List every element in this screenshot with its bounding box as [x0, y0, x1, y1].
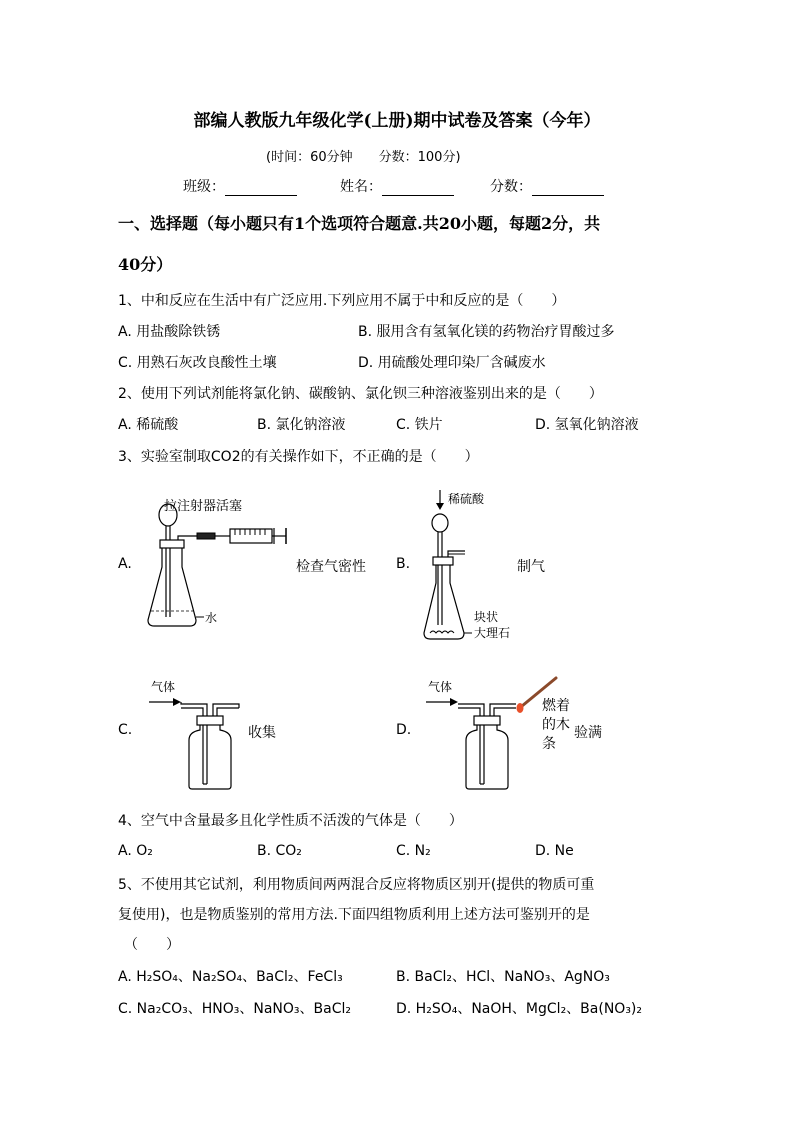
section-heading-1: 一、选择题（每小题只有1个选项符合题意.共20小题，每题2分，共: [118, 214, 601, 233]
q3-option-d-letter[interactable]: D.: [396, 722, 412, 738]
arrow-down-icon: [436, 503, 444, 510]
score-field: [490, 176, 604, 196]
q5-stem-1: 5、不使用其它试剂，利用物质间两两混合反应将物质区别开(提供的物质可重: [118, 877, 595, 893]
q3-option-b-letter[interactable]: B.: [396, 556, 411, 572]
q5-option-c[interactable]: C. Na₂CO₃、HNO₃、NaNO₃、BaCl₂: [118, 1001, 351, 1017]
q1-stem: 1、中和反应在生活中有广泛应用.下列应用不属于中和反应的是（ ）: [118, 293, 566, 309]
conical-flask-icon: [148, 548, 196, 626]
class-label: 班级：: [183, 179, 225, 195]
acid-label: 稀硫酸: [448, 492, 485, 506]
q3-option-d-label: 验满: [574, 725, 602, 741]
q3-option-a-letter[interactable]: A.: [118, 556, 132, 572]
exam-meta: [266, 146, 461, 165]
stone-label-2: 大理石: [474, 626, 511, 640]
q4-option-d[interactable]: D. Ne: [535, 843, 574, 859]
marble-icon: [430, 631, 454, 633]
stopper-icon: [197, 716, 223, 725]
score-label: 分数：100分): [378, 150, 461, 165]
stone-label-1: 块状: [474, 610, 499, 624]
arrow-right-icon: [173, 698, 181, 706]
q5-option-d[interactable]: D. H₂SO₄、NaOH、MgCl₂、Ba(NO₃)₂: [396, 1001, 643, 1017]
q5-stem-2: 复使用)，也是物质鉴别的常用方法.下面四组物质利用上述方法可鉴别开的是: [118, 907, 590, 923]
time-label: (时间：60分钟: [266, 150, 353, 165]
conical-flask-icon: [424, 565, 464, 639]
q5-option-a[interactable]: A. H₂SO₄、Na₂SO₄、BaCl₂、FeCl₃: [118, 969, 343, 985]
syringe-label: 拉注射器活塞: [164, 499, 243, 514]
q2-stem: 2、使用下列试剂能将氯化钠、碳酸钠、氯化钡三种溶液鉴别出来的是（ ）: [118, 386, 603, 402]
gas-bottle-icon: [466, 725, 508, 789]
q5-stem-3: （ ）: [124, 937, 180, 953]
gas-bottle-icon: [189, 725, 231, 789]
stick-label-3: 条: [542, 736, 556, 752]
q2-option-c[interactable]: C. 铁片: [396, 417, 443, 433]
q3-option-c-label: 收集: [248, 725, 276, 741]
q2-option-b[interactable]: B. 氯化钠溶液: [257, 417, 346, 433]
section-heading-2: 40分）: [118, 255, 173, 274]
class-blank[interactable]: [225, 181, 297, 196]
q4-option-b[interactable]: B. CO₂: [257, 843, 302, 859]
syringe-icon: [230, 529, 272, 543]
q4-option-c[interactable]: C. N₂: [396, 843, 431, 859]
rubber-tube-icon: [197, 533, 215, 539]
q2-option-d[interactable]: D. 氢氧化钠溶液: [535, 417, 639, 433]
stopper-icon: [474, 716, 500, 725]
name-label: 姓名：: [340, 179, 382, 195]
q3-stem: 3、实验室制取CO2的有关操作如下，不正确的是（ ）: [118, 449, 479, 465]
q3-option-c-letter[interactable]: C.: [118, 722, 133, 738]
q3-diagram-d: [424, 676, 570, 794]
points-blank[interactable]: [532, 181, 604, 196]
funnel-bulb-icon: [432, 514, 448, 532]
q5-option-b[interactable]: B. BaCl₂、HCl、NaNO₃、AgNO₃: [396, 969, 610, 985]
stopper-icon: [433, 557, 453, 565]
stick-label-2: 的木: [542, 717, 570, 733]
q1-option-b[interactable]: B. 服用含有氢氧化镁的药物治疗胃酸过多: [358, 324, 615, 340]
q3-option-a-label: 检查气密性: [296, 559, 366, 575]
q4-option-a[interactable]: A. O₂: [118, 843, 153, 859]
arrow-right-icon: [450, 698, 458, 706]
points-label: 分数：: [490, 179, 532, 195]
q4-stem: 4、空气中含量最多且化学性质不活泼的气体是（ ）: [118, 813, 463, 829]
stick-label-1: 燃着: [542, 698, 570, 714]
flame-icon: [517, 703, 524, 713]
gas-label-d: 气体: [428, 680, 453, 694]
water-label: 水: [205, 611, 218, 625]
name-field: [340, 176, 454, 196]
q3-diagram-a: [140, 495, 300, 635]
page-title: 部编人教版九年级化学(上册)期中试卷及答案（今年）: [193, 111, 601, 131]
q3-diagram-c: [145, 676, 255, 794]
q1-option-a[interactable]: A. 用盐酸除铁锈: [118, 324, 221, 340]
name-blank[interactable]: [382, 181, 454, 196]
class-field: [183, 176, 297, 196]
q2-option-a[interactable]: A. 稀硫酸: [118, 417, 179, 433]
gas-label-c: 气体: [151, 680, 176, 694]
q1-option-c[interactable]: C. 用熟石灰改良酸性土壤: [118, 355, 277, 371]
q1-option-d[interactable]: D. 用硫酸处理印染厂含碱废水: [358, 355, 546, 371]
q3-option-b-label: 制气: [517, 559, 545, 575]
stopper-icon: [160, 540, 184, 548]
